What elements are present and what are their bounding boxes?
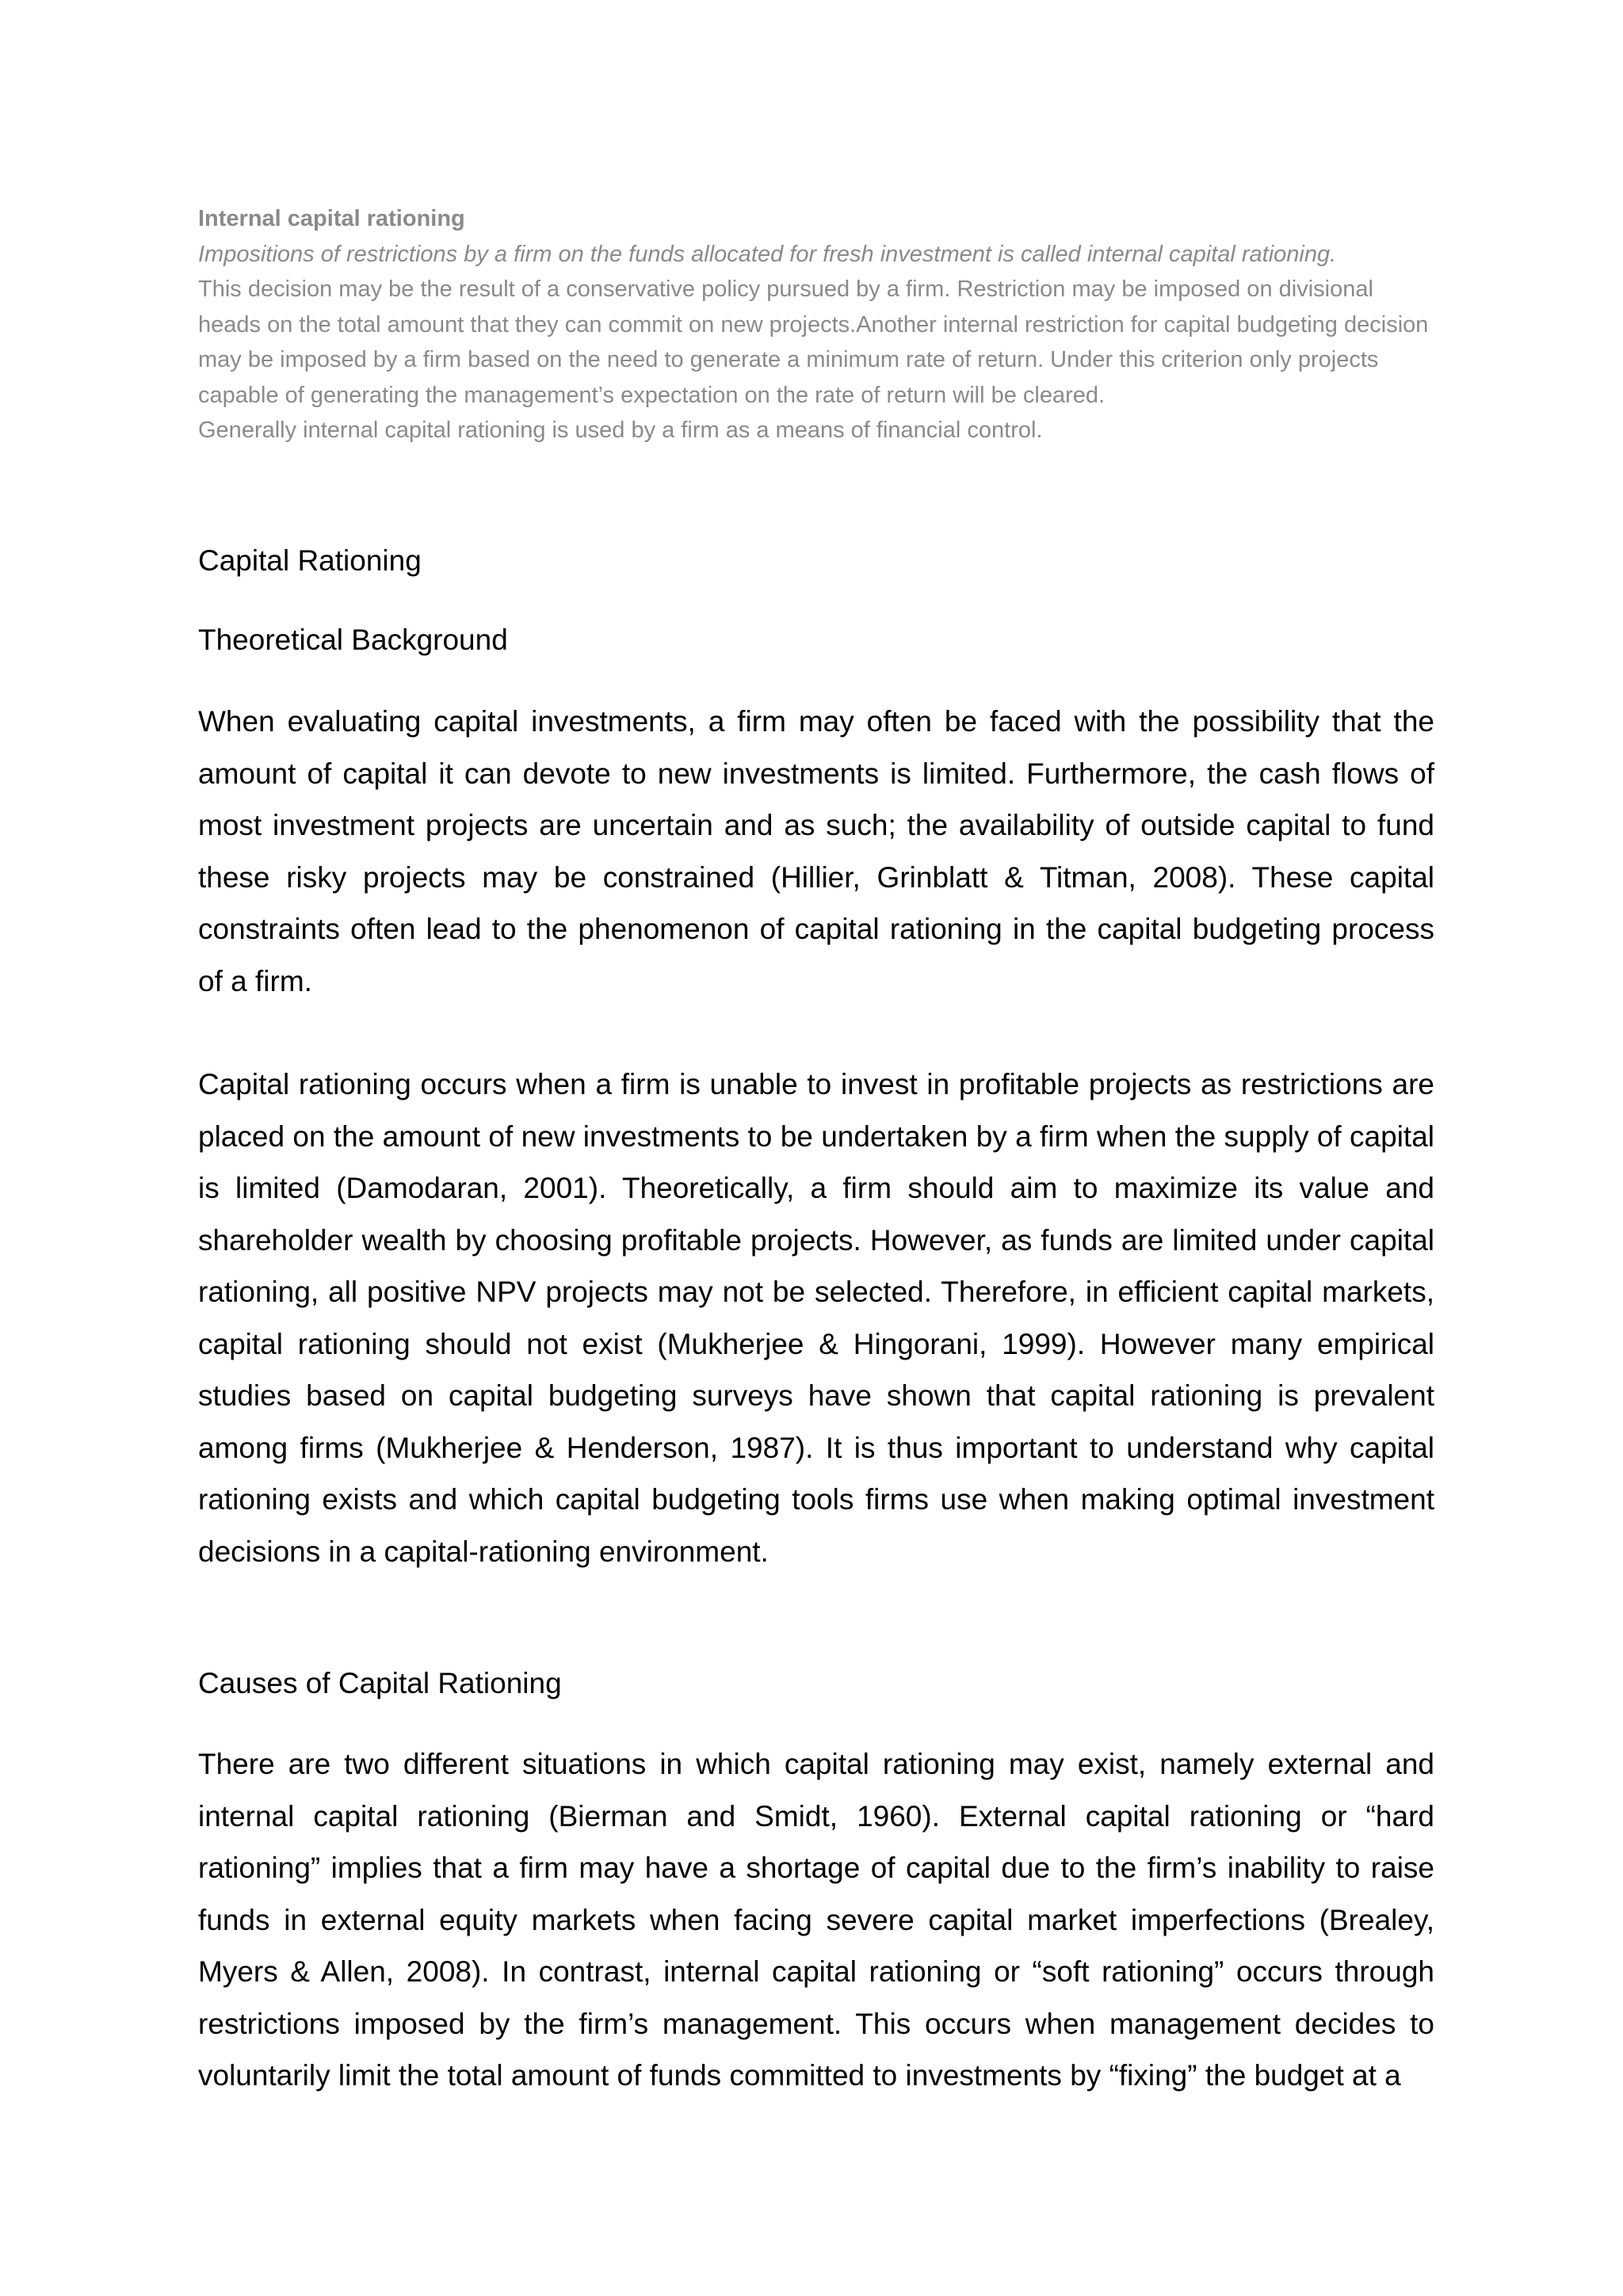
note-definition: Impositions of restrictions by a firm on the funds allocated for fresh investment is called internal capital rationing.: [198, 241, 1337, 267]
paragraph-1: When evaluating capital investments, a firm may often be faced with the possibility that the amount of capital it can devote to new investments is limited. Furthermore, the cash flows of most investment projects are uncertain and as such; the availability of outside capital to fund these risky projects may be constrained (Hillier, Grinblatt & Titman, 2008). These capital constraints often lead to the phenomenon of capital rationing in the capital budgeting process of a firm.: [198, 705, 1434, 997]
paragraph-2: Capital rationing occurs when a firm is unable to invest in profitable projects as restrictions are placed on the amount of new investments to be undertaken by a firm when the supply of capital is limited (Damodaran, 2001). Theoretically, a firm should aim to maximize its value and shareholder wealth by choosing profitable projects. However, as funds are limited under capital rationing, all positive NPV projects may not be selected. Therefore, in efficient capital markets, capital rationing should not exist (Mukherjee & Hingorani, 1999). However many empirical studies based on capital budgeting surveys have shown that capital rationing is prevalent among firms (Mukherjee & Henderson, 1987). It is thus important to understand why capital rationing exists and which capital budgeting tools firms use when making optimal investment decisions in a capital-rationing environment.: [198, 1068, 1434, 1568]
note-last-line: Generally internal capital rationing is used by a firm as a means of financial control.: [198, 418, 1043, 443]
heading-theoretical-background: Theoretical Background: [198, 624, 508, 656]
paragraph-3: There are two different situations in which capital rationing may exist, namely external and internal capital rationing (Bierman and Smidt, 1960). External capital rationing or “hard rationing” implies that a firm may have a shortage of capital due to the firm’s inability to raise funds in external equity markets when facing severe capital market imperfections (Brealey, Myers & Allen, 2008). In contrast, internal capital rationing or “soft rationing” occurs through restrictions imposed by the firm’s management. This occurs when management decides to voluntarily limit the total amount of funds committed to investments by “fixing” the budget at a: [198, 1748, 1434, 2092]
note-title: Internal capital rationing: [198, 206, 465, 231]
heading-causes: Causes of Capital Rationing: [198, 1667, 562, 1699]
note-body: This decision may be the result of a conservative policy pursued by a firm. Restriction may be imposed on divisional heads on the total amount that they can commit on new projects.Another internal restriction for capital budgeting decision may be imposed by a firm based on the need to generate a minimum rate of return. Under this criterion only projects capable of generating the management’s expectation on the rate of return will be cleared.: [198, 277, 1429, 408]
heading-capital-rationing: Capital Rationing: [198, 544, 422, 577]
internal-rationing-note: [198, 201, 1434, 448]
